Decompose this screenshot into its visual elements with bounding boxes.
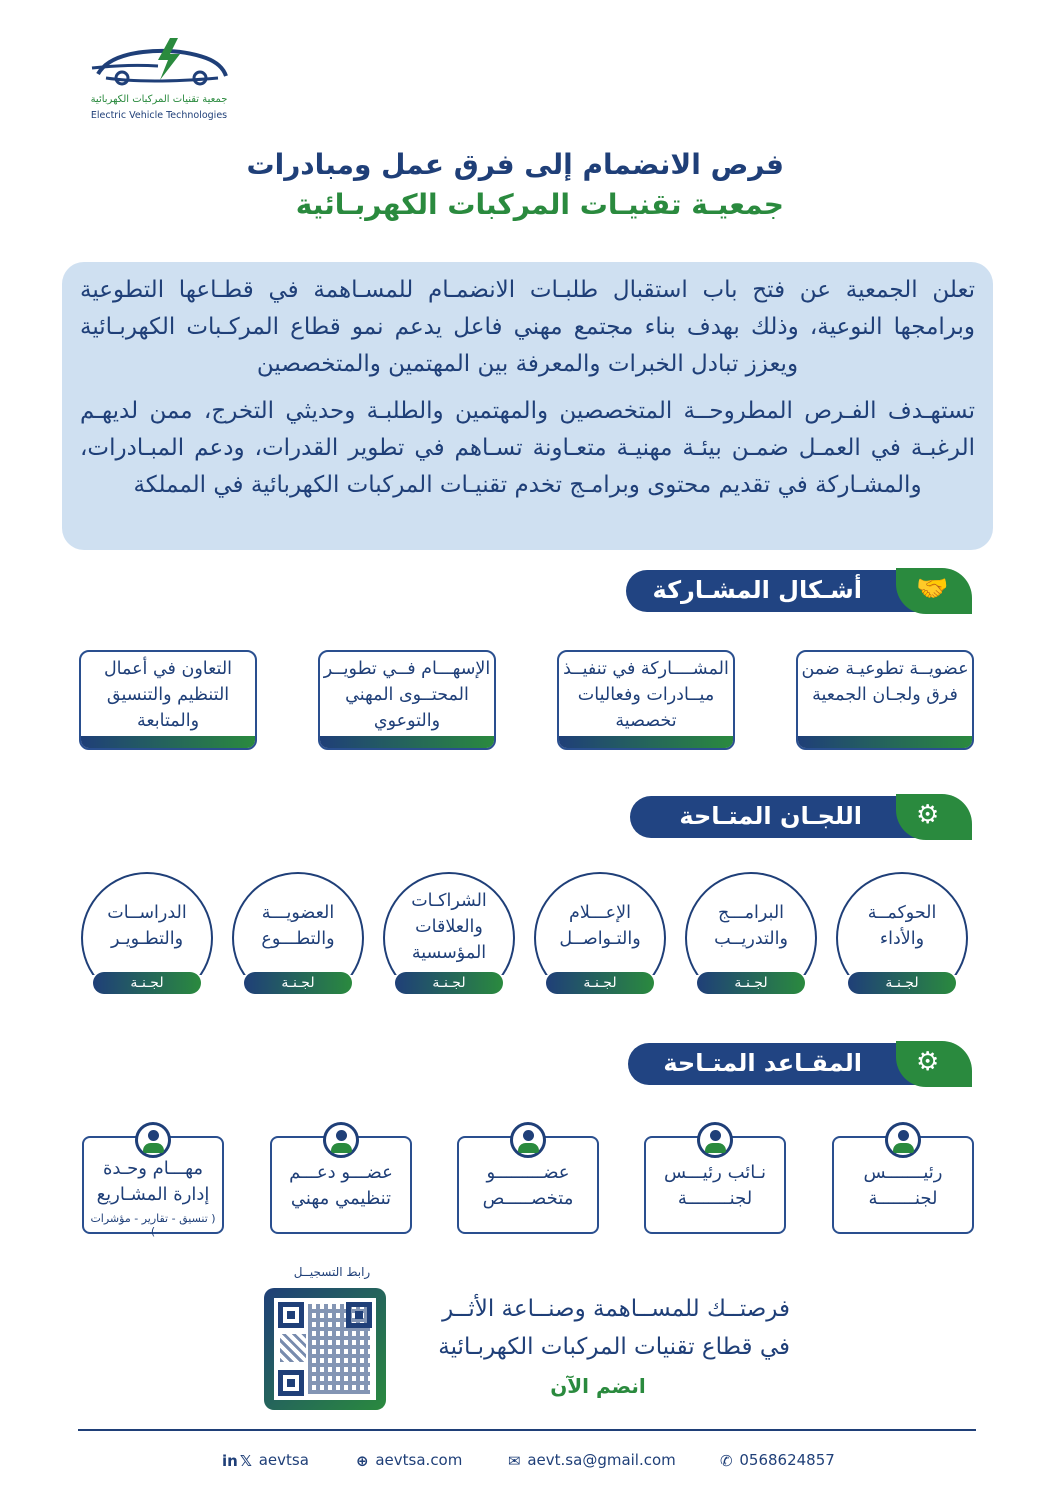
logo	[84, 34, 234, 126]
committee-tag: لجـنـة	[93, 972, 201, 994]
mail-icon: ✉	[508, 1451, 521, 1470]
committee-tag: لجـنـة	[395, 972, 503, 994]
committee-item	[232, 872, 364, 994]
user-icon	[510, 1122, 546, 1158]
section-participation-label: أشـكال المشـاركة	[652, 576, 862, 604]
logo-name-ar: جمعية تقنيات المركبات الكهربائية	[90, 94, 228, 105]
footer-divider	[78, 1429, 976, 1431]
participation-card-text: عضويــة تطوعيـة ضمن فرق ولجـان الجمعية	[801, 659, 969, 705]
committee-name-line: الحوكمــة	[867, 903, 937, 923]
electric-car-icon	[88, 34, 230, 92]
linkedin-icon: in	[222, 1451, 238, 1470]
seat-title-line: لجنـــــــة	[868, 1188, 938, 1209]
x-icon: 𝕏	[239, 1451, 252, 1470]
section-committees-header	[630, 796, 972, 838]
phone-icon: ✆	[720, 1451, 733, 1470]
cta-line-1: فرصتــك للمســاهمة وصنــاعة الأثــر	[442, 1296, 790, 1322]
seat-card	[644, 1122, 786, 1234]
seat-title-line: متخصـــــص	[482, 1188, 574, 1209]
team-icon: ⚙	[916, 800, 940, 830]
seat-card	[270, 1122, 412, 1234]
committee-name-line: الدراســات	[107, 903, 187, 923]
seat-title-line: رئيـــــــس	[863, 1162, 943, 1183]
committee-name-line: العضويـــة	[261, 903, 335, 923]
page-subtitle: جمعيـة تقنيـات المركبات الكهربـائية	[295, 188, 784, 221]
cta-line-2: في قطاع تقنيات المركبات الكهربـائية	[438, 1334, 790, 1360]
participation-card	[557, 650, 735, 750]
section-seats-header	[628, 1043, 972, 1085]
participation-card	[796, 650, 974, 750]
seat-title-line: لجنــــــــة	[677, 1188, 753, 1209]
qr-label: رابط التسجيــل	[293, 1265, 371, 1279]
logo-name-en: Electric Vehicle Technologies	[90, 110, 228, 121]
social-handle: aevtsa	[258, 1451, 309, 1469]
user-icon	[885, 1122, 921, 1158]
seat-card	[82, 1122, 224, 1238]
participation-card	[318, 650, 496, 750]
committee-name-line: والأداء	[879, 929, 925, 949]
user-icon	[135, 1122, 171, 1158]
committee-name-line: والتدريــب	[714, 929, 788, 949]
participation-card-text: التعاون في أعمال التنظيم والتنسيق والمتابعة	[103, 659, 233, 731]
committee-tag: لجـنـة	[244, 972, 352, 994]
website-text: aevtsa.com	[375, 1451, 463, 1469]
committee-item	[534, 872, 666, 994]
section-participation-header	[626, 570, 972, 612]
section-committees-label: اللجـان المتـاحة	[679, 802, 862, 830]
committee-name-line: المؤسسية	[411, 943, 487, 963]
committee-item	[81, 872, 213, 994]
committee-item	[383, 872, 515, 994]
committee-tag: لجـنـة	[697, 972, 805, 994]
intro-paragraph-1: تعلن الجمعية عن فتح باب استقبال طلبـات الانضمـام للمسـاهمة في قطـاعها التطوعية وبرامجها النوعية، وذلك بهدف بناء مجتمع مهني فاعل يدعم نمو قطاع المركـبات الكهربـائية ويعزز تبادل الخبرات والمعرفة بين المهتمين والمتخصصين	[80, 277, 975, 377]
seat-card	[832, 1122, 974, 1234]
seat-title-line: إدارة المشـاريع	[96, 1184, 210, 1205]
committee-tag: لجـنـة	[546, 972, 654, 994]
committee-name-line: والتـواصــل	[559, 929, 641, 949]
gears-icon: ⚙	[916, 1047, 940, 1077]
seat-title-line: مهـــام وحـدة	[102, 1158, 204, 1179]
registration-qr-code[interactable]	[264, 1288, 386, 1410]
committee-name-line: والتطـــوع	[261, 929, 335, 949]
seat-subtitle: ( تنسيق - تقارير - مؤشرات )	[90, 1212, 216, 1238]
intro-box	[62, 262, 993, 550]
seat-title-line: عضـــو دعـــم	[289, 1162, 393, 1183]
intro-paragraph-2: تستهـدف الفـرص المطروحــة المتخصصين والمهتمين والطلبـة وحديثي التخرج، ممن لديهـم الرغبـة في العمـل ضمـن بيئـة مهنيـة متعـاونة تسـاهم في تطوير القدرات، ودعم المبـادرات، والمشـاركة في تقديم محتوى وبرامـج تخدم تقنيـات المركبات الكهربائية في المملكة	[80, 398, 975, 498]
footer-phone[interactable]	[720, 1449, 835, 1471]
section-seats-label: المقـاعد المتـاحة	[663, 1049, 862, 1077]
user-icon	[697, 1122, 733, 1158]
participation-card-text: الإسهـــام فــي تطويــر المحتــوى المهني والتوعوي	[323, 659, 491, 731]
globe-icon: ⊕	[356, 1451, 369, 1470]
footer-website[interactable]	[356, 1449, 462, 1471]
join-now-link[interactable]: انضم الآن	[550, 1374, 646, 1398]
committee-item	[836, 872, 968, 994]
footer-social[interactable]	[222, 1449, 309, 1471]
handshake-icon: 🤝	[916, 574, 949, 604]
committee-name-line: الشراكـات	[411, 891, 487, 911]
committee-name-line: والتطـويـر	[110, 929, 184, 949]
page-title: فرص الانضمام إلى فرق عمل ومبادرات	[246, 148, 784, 181]
participation-card	[79, 650, 257, 750]
committee-name-line: والعلاقات	[415, 917, 483, 937]
committee-tag: لجـنـة	[848, 972, 956, 994]
seat-title-line: عضـــــــــو	[486, 1162, 570, 1183]
committee-name-line: البرامـــج	[717, 903, 785, 923]
user-icon	[323, 1122, 359, 1158]
email-text: aevt.sa@gmail.com	[527, 1451, 676, 1469]
seat-title-line: تنظيمي مهني	[290, 1188, 392, 1209]
committee-name-line: الإعـــلام	[569, 903, 631, 923]
participation-card-text: المشــــاركة في تنفيــذ ميــادرات وفعاليات تخصصية	[563, 659, 729, 731]
footer-email[interactable]	[508, 1449, 676, 1471]
seat-title-line: نـائب رئيـــس	[663, 1162, 767, 1183]
phone-text: 0568624857	[739, 1451, 835, 1469]
committee-item	[685, 872, 817, 994]
seat-card	[457, 1122, 599, 1234]
